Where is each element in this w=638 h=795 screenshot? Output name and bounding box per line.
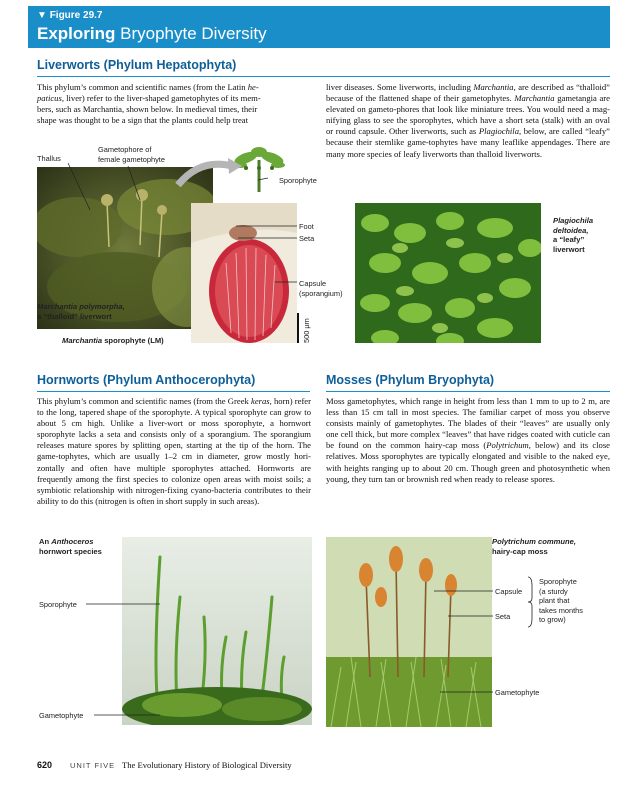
page-number: 620: [37, 760, 53, 770]
marchantia-caption: Marchantia polymorpha, a “thalloid” liverwort: [37, 302, 125, 321]
moss-sporophyte-note: Sporophyte (a sturdy plant that takes months to grow): [539, 577, 583, 624]
liverworts-heading: Liverworts (Phylum Hepatophyta): [37, 58, 237, 72]
liverworts-text-left: This phylum’s common and scientific names (from the Latin he- paticus, liver) refer to the liver-shaped gametophytes of its mem- bers, such as Marchantia, shown below. In medieval times, their shape was thought to be a sign that the plants could help treat: [37, 82, 261, 126]
moss-gametophyte-label: Gametophyte: [495, 688, 540, 697]
anthoceros-photo: [122, 537, 312, 725]
lm-caption: Marchantia sporophyte (LM): [62, 336, 164, 345]
scale-label: 500 μm: [302, 318, 311, 343]
polytrichum-caption: Polytrichum commune, hairy-cap moss: [492, 537, 576, 556]
scale-bar: [297, 313, 299, 343]
moss-seta-label: Seta: [495, 612, 511, 621]
hornworts-rule: [37, 391, 310, 392]
liverworts-text-right: liver diseases. Some liverworts, including Marchantia, are described as “thalloid” because of the flattened shape of their gametophytes. Marchantia gametangia are elevated on gameto-phores that look like miniature trees. You would need a mag-nifying glass to see the sporophytes, which have a short seta (stalk) with an oval or round capsule. Other liverworts, such as Plagiochila, below, are called “leafy” because their stemlike game-tophytes have many leaflike appendages. There are many more species of leafy liverworts than thalloid liverworts.: [326, 82, 610, 159]
hornworts-text: This phylum’s common and scientific names (from the Greek keras, horn) refer to the long, tapered shape of the sporophyte. A typical sporophyte can grow to about 5 cm high. Unlike a liver-wort or moss sporophyte, a hornwort sporophyte lacks a seta and consists only of a sporangium. The sporangium releases mature spores by splitting open, starting at the tip of the horn. The game-tophytes, which are usually 1–2 cm in diameter, grow mostly hori-zontally and often have multiple sporophytes attached. Hornworts are frequently among the first species to colonize open areas with moist soils; a symbiotic relationship with nitrogen-fixing cyano-bacteria contributes to their ability to do this (nitrogen is often in short supply in such areas).: [37, 396, 311, 506]
hornwort-sporophyte-label: Sporophyte: [39, 600, 77, 609]
gametophore-label: Gametophore of female gametophyte: [98, 145, 165, 164]
capsule-label: Capsule (sporangium): [299, 279, 343, 298]
mosses-rule: [326, 391, 610, 392]
unit-label: UNIT FIVE: [70, 761, 116, 770]
figure-title: Exploring Bryophyte Diversity: [37, 24, 267, 43]
hornworts-heading: Hornworts (Phylum Anthocerophyta): [37, 373, 256, 387]
polytrichum-photo: [326, 537, 492, 727]
liverworts-rule: [37, 76, 610, 77]
mosses-text: Moss gametophytes, which range in height from less than 1 mm to up to 2 m, are less than 15 cm tall in most species. The familiar carpet of moss you observe consists mainly of gametophytes. The blades of their “leaves” are usually only one cell thick, but more complex “leaves” that have ridges coated with cuticle can be found on the common hairy-cap moss (Polytrichum, below) and its close relatives. Moss sporophytes are typically elongated and visible to the naked eye, with heights ranging up to about 20 cm. Though green and photosynthetic when young, they turn tan or brownish red when ready to release spores.: [326, 396, 610, 484]
hornwort-gametophyte-label: Gametophyte: [39, 711, 84, 720]
book-title: The Evolutionary History of Biological Diversity: [122, 760, 292, 770]
plagiochila-caption: Plagiochila deltoidea, a “leafy” liverwort: [553, 216, 594, 254]
mosses-heading: Mosses (Phylum Bryophyta): [326, 373, 495, 387]
moss-capsule-label: Capsule: [495, 587, 523, 596]
figure-label: ▼ Figure 29.7: [37, 10, 103, 21]
sporophyte-label: Sporophyte: [279, 176, 317, 185]
plagiochila-photo: [355, 203, 541, 343]
anthoceros-caption: An Anthoceros hornwort species: [39, 537, 102, 556]
seta-label: Seta: [299, 234, 315, 243]
sporophyte-illustration: [232, 140, 287, 195]
sporophyte-brace: [527, 576, 533, 628]
marchantia-lm-photo: [191, 203, 297, 343]
thallus-label: Thallus: [37, 154, 61, 163]
figure-banner: [28, 6, 610, 48]
foot-label: Foot: [299, 222, 314, 231]
